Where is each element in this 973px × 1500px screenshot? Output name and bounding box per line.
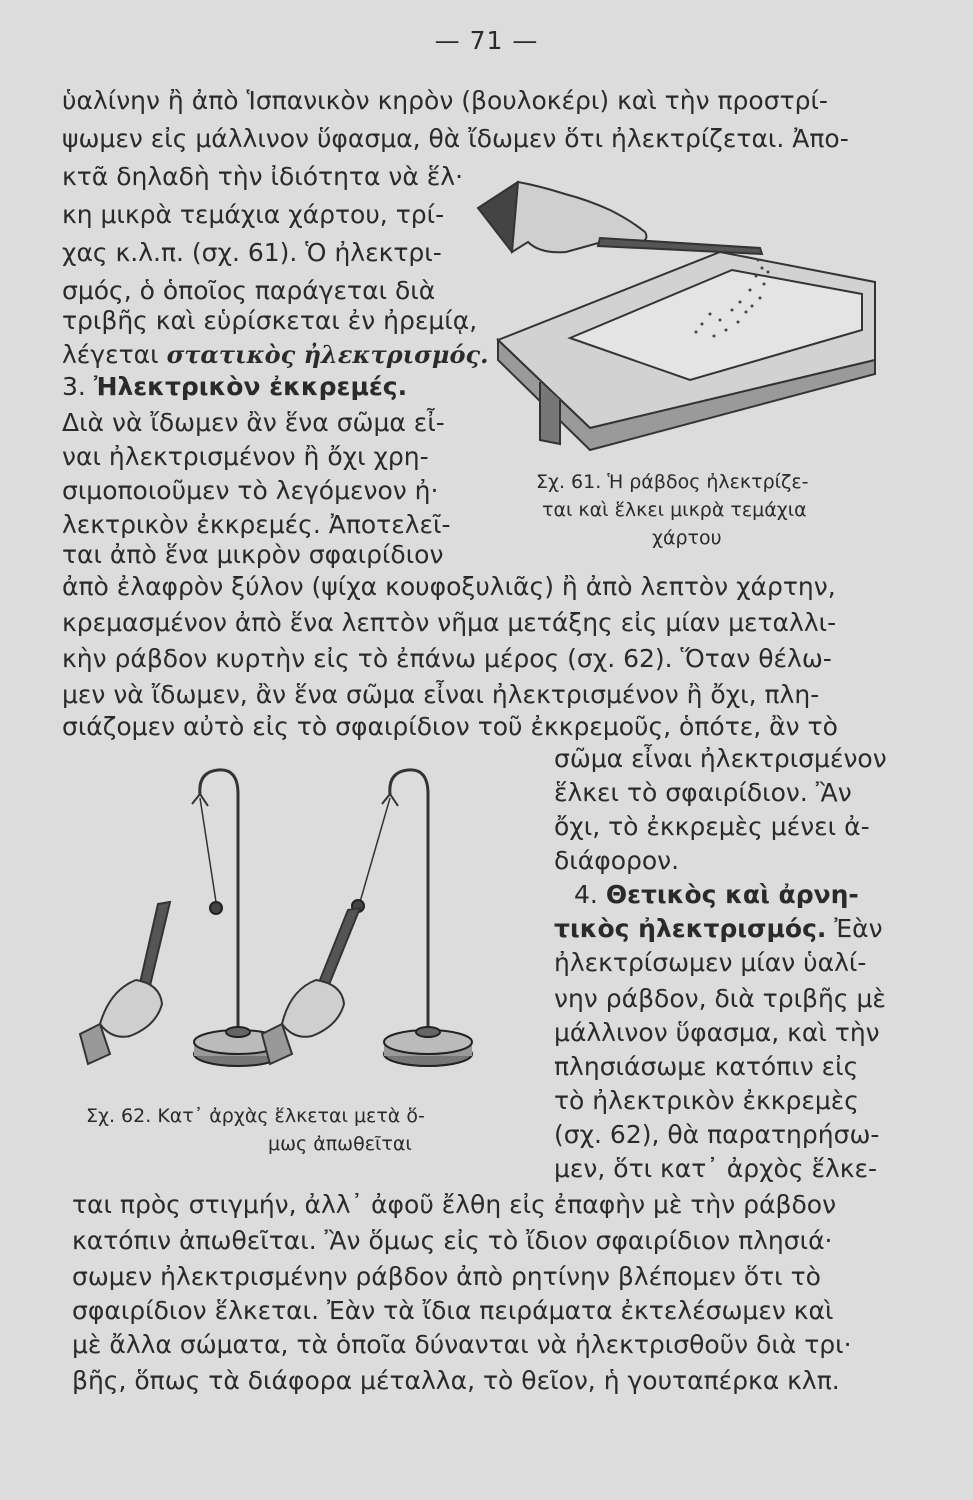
text-line: πλησιάσωμε κατόπιν εἰς xyxy=(554,1052,859,1081)
figure-62-caption-line: Σχ. 62. Κατ᾽ ἀρχὰς ἕλκεται μετὰ ὅ- xyxy=(86,1105,425,1127)
section-title: Θετικὸς καὶ ἀρνη- xyxy=(605,880,859,909)
figure-61-illustration xyxy=(470,160,890,460)
section-title-cont: τικὸς ἠλεκτρισμός. xyxy=(554,914,827,943)
figure-61-caption-line: ται καὶ ἕλκει μικρὰ τεμάχια xyxy=(542,499,807,521)
text-line: λεκτρικὸν ἐκκρεμές. Ἀποτελεῖ- xyxy=(62,510,451,539)
page-number: — 71 — xyxy=(434,26,539,55)
text-line: ἠλεκτρίσωμεν μίαν ὑαλί- xyxy=(554,948,867,977)
text-line xyxy=(62,340,488,370)
figure-61-caption-line: Σχ. 61. Ἡ ράβδος ἠλεκτρίζε- xyxy=(536,471,809,493)
text-line: κτᾶ δηλαδὴ τὴν ἰδιότητα νὰ ἕλ· xyxy=(62,162,464,191)
text-line: κρεμασμένον ἀπὸ ἕνα λεπτὸν νῆμα μετάξης εἰς μίαν μεταλλι- xyxy=(62,608,837,637)
text-segment: Ἐὰν xyxy=(826,914,883,943)
section-heading-4 xyxy=(574,880,859,910)
text-line: ναι ἠλεκτρισμένον ἢ ὄχι χρη- xyxy=(62,442,429,471)
text-line: διάφορον. xyxy=(554,846,680,875)
text-line: τὸ ἠλεκτρικὸν ἐκκρεμὲς xyxy=(554,1086,859,1115)
text-line: βῆς, ὅπως τὰ διάφορα μέταλλα, τὸ θεῖον, ἡ γουταπέρκα κλπ. xyxy=(72,1366,840,1395)
text-line: (σχ. 62), θὰ παρατηρήσω- xyxy=(554,1120,880,1149)
text-line: σιάζομεν αὐτὸ εἰς τὸ σφαιρίδιον τοῦ ἐκκρεμοῦς, ὁπότε, ἂν τὸ xyxy=(62,712,838,741)
text-line: μὲ ἄλλα σώματα, τὰ ὁποῖα δύνανται νὰ ἠλεκτρισθοῦν διὰ τρι· xyxy=(72,1330,852,1359)
text-line: κατόπιν ἀπωθεῖται. Ἂν ὅμως εἰς τὸ ἴδιον σφαιρίδιον πλησιά· xyxy=(72,1226,833,1255)
section-number: 3. xyxy=(62,372,94,401)
text-line: σμός, ὁ ὁποῖος παράγεται διὰ xyxy=(62,276,436,305)
section-title: Ἠλεκτρικὸν ἐκκρεμές. xyxy=(93,372,408,401)
section-number: 4. xyxy=(574,880,606,909)
text-line: σιμοποιοῦμεν τὸ λεγόμενον ἠ· xyxy=(62,476,439,505)
term-static-electricity: στατικὸς ἠλεκτρισμός. xyxy=(166,340,489,369)
text-line: Διὰ νὰ ἴδωμεν ἂν ἕνα σῶμα εἶ- xyxy=(62,408,445,437)
text-line: χας κ.λ.π. (σχ. 61). Ὁ ἠλεκτρι- xyxy=(62,238,442,267)
text-line: μεν νὰ ἴδωμεν, ἂν ἕνα σῶμα εἶναι ἠλεκτρισμένον ἢ ὄχι, πλη- xyxy=(62,680,820,709)
text-line: ἀπὸ ἐλαφρὸν ξύλον (ψίχα κουφοξυλιᾶς) ἢ ἀπὸ λεπτὸν χάρτην, xyxy=(62,572,836,601)
text-line: μεν, ὅτι κατ᾽ ἀρχὸς ἕλκε- xyxy=(554,1154,878,1183)
text-line: ται ἀπὸ ἕνα μικρὸν σφαιρίδιον xyxy=(62,540,444,569)
text-line: νην ράβδον, διὰ τριβῆς μὲ xyxy=(554,984,886,1013)
figure-61-caption-line: χάρτου xyxy=(652,527,722,549)
text-line: τριβῆς καὶ εὑρίσκεται ἐν ἠρεμίᾳ, xyxy=(62,306,478,335)
text-line xyxy=(554,914,883,944)
text-line: ὄχι, τὸ ἐκκρεμὲς μένει ἀ- xyxy=(554,812,870,841)
text-line: ἕλκει τὸ σφαιρίδιον. Ἂν xyxy=(554,778,852,807)
figure-62-caption-line: μως ἀπωθεῖται xyxy=(268,1133,412,1155)
figure-62-illustration xyxy=(70,754,540,1094)
text-segment: λέγεται xyxy=(62,340,167,369)
text-line: κὴν ράβδον κυρτὴν εἰς τὸ ἐπάνω μέρος (σχ. 62). Ὅταν θέλω- xyxy=(62,644,832,673)
text-line: σφαιρίδιον ἕλκεται. Ἐὰν τὰ ἴδια πειράματα ἐκτελέσωμεν καὶ xyxy=(72,1296,834,1325)
text-line: μάλλινον ὕφασμα, καὶ τὴν xyxy=(554,1018,880,1047)
text-line: κη μικρὰ τεμάχια χάρτου, τρί- xyxy=(62,200,445,229)
text-line: ὑαλίνην ἢ ἀπὸ Ἱσπανικὸν κηρὸν (βουλοκέρι) καὶ τὴν προστρί- xyxy=(62,86,828,115)
text-line: ψωμεν εἰς μάλλινον ὕφασμα, θὰ ἴδωμεν ὅτι ἠλεκτρίζεται. Ἀπο- xyxy=(62,124,849,153)
text-line: σωμεν ἠλεκτρισμένην ράβδον ἀπὸ ρητίνην βλέπομεν ὅτι τὸ xyxy=(72,1262,821,1291)
section-heading-3 xyxy=(62,372,407,402)
text-line: ται πρὸς στιγμήν, ἀλλ᾽ ἀφοῦ ἔλθη εἰς ἐπαφὴν μὲ τὴν ράβδον xyxy=(72,1190,837,1219)
text-line: σῶμα εἶναι ἠλεκτρισμένον xyxy=(554,744,887,773)
